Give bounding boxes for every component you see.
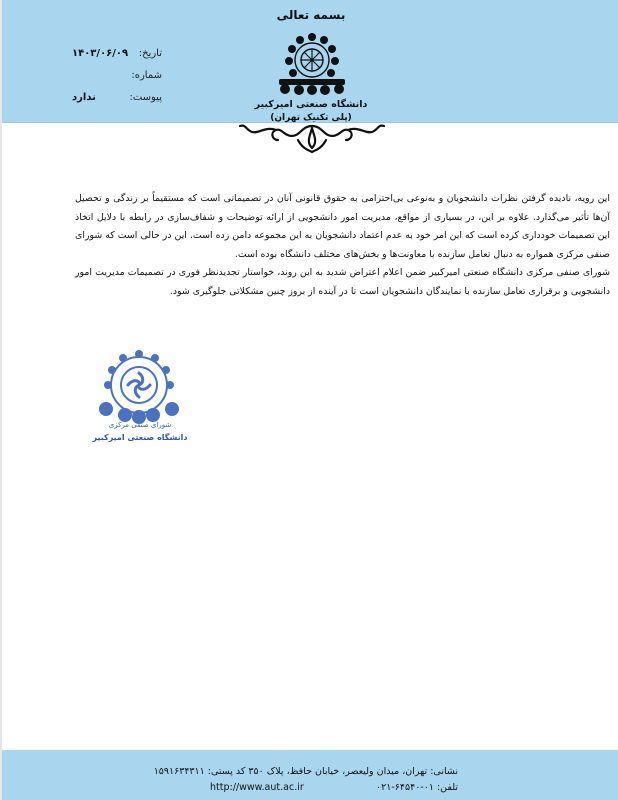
- ornament-icon: [232, 122, 392, 156]
- attachment-label: پیوست:: [129, 91, 162, 103]
- date-value: ۱۴۰۳/۰۶/۰۹: [72, 47, 129, 59]
- attachment-row: [72, 86, 162, 108]
- basmala-heading: بسمه تعالی: [276, 8, 346, 22]
- footer-phone: تلفن: ۰۱-۶۴۵۴۰-۰۲۱: [376, 782, 458, 793]
- letter-meta: [72, 42, 162, 108]
- number-row: [72, 64, 162, 86]
- footer-website-link[interactable]: http://www.aut.ac.ir: [210, 782, 304, 793]
- footer-address: نشانی: تهران، میدان ولیعصر، خیابان حافظ، پلاک ۳۵۰ کد پستی: ۱۵۹۱۶۳۴۳۱۱: [153, 766, 458, 777]
- university-emblem-icon: [271, 30, 353, 96]
- date-row: [72, 42, 162, 64]
- body-paragraph: شورای صنفی مرکزی دانشگاه صنعتی امیرکبیر ضمن اعلام اعتراض شدید به این روند، خواستار تجدیدنظر فوری در تصمیمات مدیریت امور دانشجویی و برقراری تعامل سازنده با نمایندگان دانشجویان است تا در آینده از بروز چنین مشکلاتی جلوگیری شود.: [75, 267, 610, 297]
- attachment-value: ندارد: [72, 91, 96, 103]
- number-label: شماره:: [131, 69, 162, 81]
- seal-line-1: شورای صنفی مرکزی: [108, 421, 172, 429]
- university-name: دانشگاه صنعتی امیرکبیر: [254, 99, 368, 110]
- university-subtitle: (پلی تکنیک تهران): [270, 113, 352, 123]
- seal-line-2: دانشگاه صنعتی امیرکبیر: [92, 433, 188, 442]
- date-label: تاریخ:: [138, 47, 162, 59]
- letter-body: [75, 190, 610, 301]
- body-paragraph: این رویه، نادیده گرفتن نظرات دانشجویان و به‌نوعی بی‌احترامی به حقوق قانونی آنان در تصمیماتی است که مستقیماً بر زندگی و تحصیل آن‌ها تأثیر می‌گذارد. علاوه بر این، در بسیاری از مواقع، مدیریت امور دانشجویی از ارائه توضیحات و شفاف‌سازی در رابطه با دلایل اتخاذ این تصمیمات خودداری کرده است که این امر خود به عدم اعتماد دانشجویان به این مجموعه دامن زده است. این در حالی است که شورای صنفی مرکزی همواره به دنبال تعامل سازنده با معاونت‌ها و بخش‌های مختلف دانشگاه بوده است.: [75, 193, 610, 260]
